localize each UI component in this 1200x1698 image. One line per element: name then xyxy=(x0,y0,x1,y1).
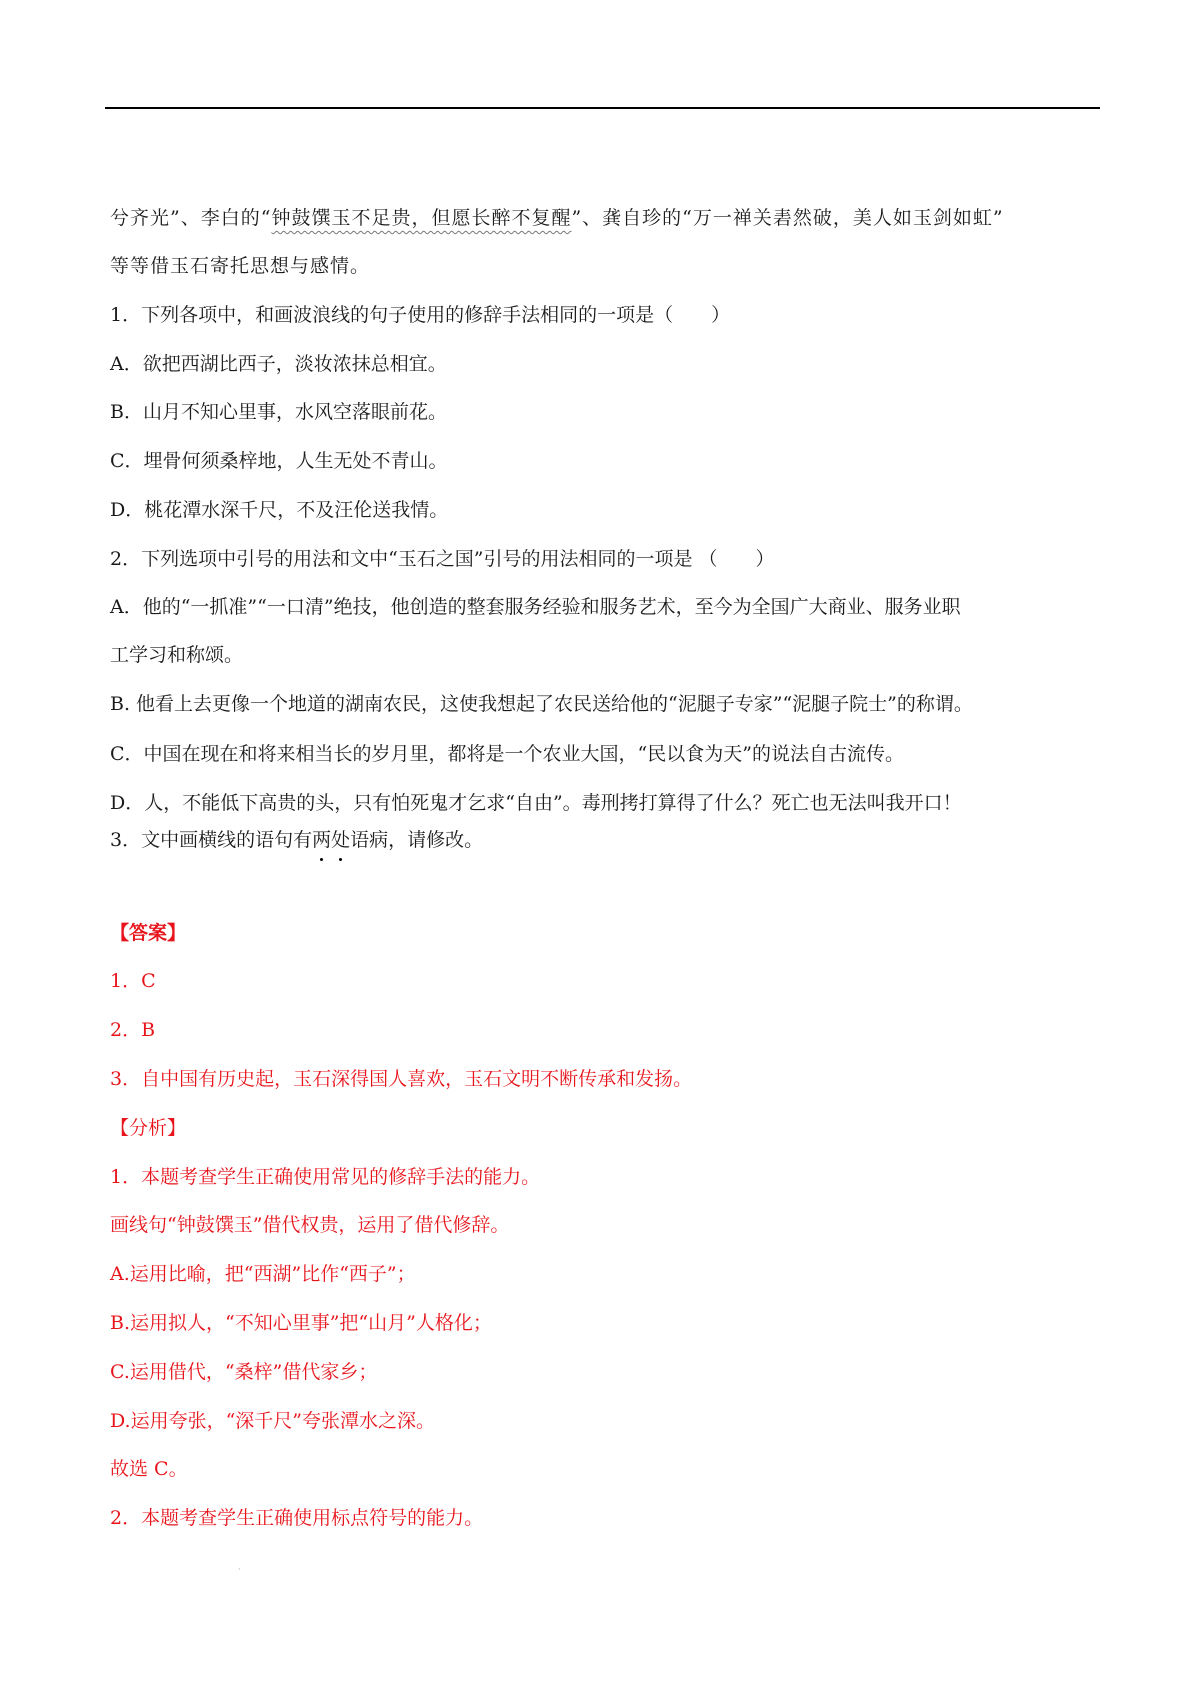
question-2-stem: 2．下列选项中引号的用法和文中“玉石之国”引号的用法相同的一项是 （ ） xyxy=(110,548,775,570)
analysis-line: D.运用夸张，“深千尺”夸张潭水之深。 xyxy=(110,1410,436,1432)
question-3-text-after: 语病，请修改。 xyxy=(350,829,484,851)
analysis-line: 1．本题考查学生正确使用常见的修辞手法的能力。 xyxy=(110,1166,541,1188)
wavy-underlined-sentence: 钟鼓馔玉不足贵，但愿长醉不复醒 xyxy=(271,207,572,229)
question-1-option-a: A．欲把西湖比西子，淡妆浓抹总相宜。 xyxy=(110,353,447,375)
intro-text-after: ”、龚自珍的“万一禅关砉然破，美人如玉剑如虹” xyxy=(571,207,1004,229)
answer-heading: 【答案】 xyxy=(110,922,187,944)
question-1-option-c: C．埋骨何须桑梓地，人生无处不青山。 xyxy=(110,450,448,472)
question-2-option-a-line-2: 工学习和称颂。 xyxy=(110,644,244,666)
question-1-stem: 1．下列各项中，和画波浪线的句子使用的修辞手法相同的一项是（ ） xyxy=(110,304,731,326)
analysis-line: B.运用拟人，“不知心里事”把“山月”人格化； xyxy=(110,1312,492,1334)
header-rule xyxy=(105,107,1100,109)
intro-text-before: 兮齐光”、李白的“ xyxy=(110,207,272,229)
question-3-stem xyxy=(110,827,1110,853)
question-2-option-d: D．人，不能低下高贵的头，只有怕死鬼才乞求“自由”。毒刑拷打算得了什么？死亡也无法叫我开口！ xyxy=(110,792,962,814)
footer-mark: · xyxy=(238,1565,241,1574)
emphasis-dot-char-2: 处 xyxy=(331,829,351,851)
question-2-option-b: B. 他看上去更像一个地道的湖南农民，这使我想起了农民送给他的“泥腿子专家”“泥腿子院士”的称谓。 xyxy=(110,693,973,715)
question-2-option-a-line-1: A．他的“一抓准”“一口清”绝技，他创造的整套服务经验和服务艺术，至今为全国广大商业、服务业职 xyxy=(110,596,961,618)
intro-line-1 xyxy=(110,205,1110,231)
intro-line-2: 等等借玉石寄托思想与感情。 xyxy=(110,255,371,277)
analysis-line: A.运用比喻，把“西湖”比作“西子”； xyxy=(110,1263,416,1285)
question-1-option-d: D．桃花潭水深千尺，不及汪伦送我情。 xyxy=(110,499,449,521)
analysis-line: C.运用借代，“桑梓”借代家乡； xyxy=(110,1361,378,1383)
analysis-heading: 【分析】 xyxy=(110,1117,187,1139)
answer-1: 1．C xyxy=(110,970,156,992)
question-2-option-c: C．中国在现在和将来相当长的岁月里，都将是一个农业大国，“民以食为天”的说法自古流传。 xyxy=(110,743,904,765)
analysis-line: 故选 C。 xyxy=(110,1458,188,1480)
emphasis-dot-char-1: 两 xyxy=(312,829,332,851)
question-3-text-before: 3．文中画横线的语句有 xyxy=(110,829,313,851)
answer-2: 2．B xyxy=(110,1019,156,1041)
analysis-line: 画线句“钟鼓馔玉”借代权贵，运用了借代修辞。 xyxy=(110,1214,510,1236)
question-1-option-b: B．山月不知心里事，水风空落眼前花。 xyxy=(110,401,447,423)
answer-3: 3．自中国有历史起，玉石深得国人喜欢，玉石文明不断传承和发扬。 xyxy=(110,1068,693,1090)
analysis-line: 2．本题考查学生正确使用标点符号的能力。 xyxy=(110,1507,484,1529)
